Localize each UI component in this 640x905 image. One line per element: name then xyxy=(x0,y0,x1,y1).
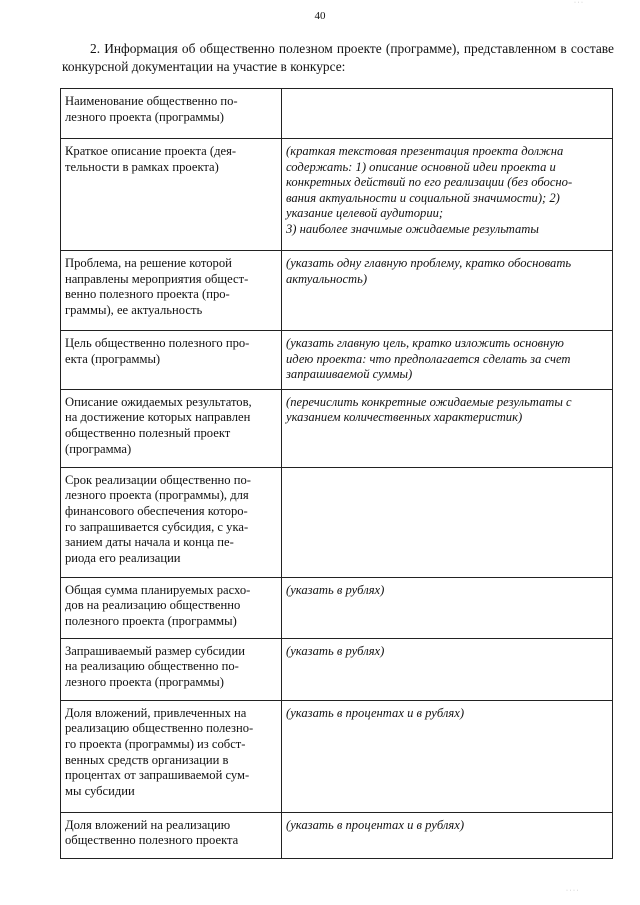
row-label-cell xyxy=(61,577,282,638)
table-row xyxy=(61,812,613,858)
scan-speck-bottom: · · · · xyxy=(566,888,579,894)
row-value-cell xyxy=(282,577,613,638)
row-value-cell xyxy=(282,139,613,251)
row-value-cell xyxy=(282,251,613,331)
row-label: Общая сумма планируемых расхо- дов на реализацию общественно полезного проекта (программы) xyxy=(65,582,251,628)
table-row xyxy=(61,89,613,139)
row-value-cell xyxy=(282,331,613,390)
row-label-cell xyxy=(61,139,282,251)
row-label-cell xyxy=(61,467,282,577)
row-label-cell xyxy=(61,389,282,467)
row-label-cell xyxy=(61,251,282,331)
row-label-cell xyxy=(61,331,282,390)
row-label: Описание ожидаемых результатов, на достижение которых направлен общественно полезный проект (программа) xyxy=(65,394,252,456)
row-label: Доля вложений, привлеченных на реализацию общественно полезно- го проекта (программы) из собст- венных средств организации в процентах от запрашиваемой сум- мы субсидии xyxy=(65,705,254,798)
row-label: Срок реализации общественно по- лезного проекта (программы), для финансового обеспечения которо- го запрашивается субсидия, с ука- занием даты начала и конца пе- риода его реализации xyxy=(65,472,251,565)
page-number: 40 xyxy=(314,10,326,22)
row-label: Запрашиваемый размер субсидии на реализацию общественно по- лезного проекта (программы) xyxy=(65,643,245,689)
row-label-cell xyxy=(61,638,282,700)
intro-paragraph: 2. Информация об общественно полезном проекте (программе), представленном в составе конкурсной документации на участие в конкурсе: xyxy=(62,41,614,74)
scan-speck-top: · · · xyxy=(574,0,583,6)
table-row xyxy=(61,638,613,700)
row-value: (указать в рублях) xyxy=(286,582,385,597)
table-row xyxy=(61,139,613,251)
table-row xyxy=(61,700,613,812)
row-value-cell xyxy=(282,812,613,858)
row-label-cell xyxy=(61,812,282,858)
project-info-table xyxy=(60,88,613,859)
row-label-cell xyxy=(61,700,282,812)
row-value: (указать в процентах и в рублях) xyxy=(286,705,465,720)
row-value: (краткая текстовая презентация проекта должна содержать: 1) описание основной идеи проекта и конкретных действий по его реализации (без обосно- вания актуальности и социальной значимости); 2) указание целевой аудитории; 3) наиболее значимые ожидаемые результаты xyxy=(286,144,573,236)
row-value: (указать в процентах и в рублях) xyxy=(286,817,465,832)
row-value: (указать главную цель, кратко изложить основную идею проекта: что предполагается сделать за счет запрашиваемой суммы) xyxy=(286,336,571,382)
row-label: Цель общественно полезного про- екта (программы) xyxy=(65,336,250,366)
row-value: (указать одну главную проблему, кратко обосновать актуальность) xyxy=(286,256,572,286)
row-label: Наименование общественно по- лезного проекта (программы) xyxy=(65,94,238,124)
row-value: (указать в рублях) xyxy=(286,643,385,658)
project-info-table-body xyxy=(61,89,613,859)
table-row xyxy=(61,577,613,638)
row-value-cell xyxy=(282,638,613,700)
row-value-cell xyxy=(282,89,613,139)
row-value-cell xyxy=(282,389,613,467)
row-label: Доля вложений на реализацию общественно полезного проекта xyxy=(65,817,239,848)
table-row xyxy=(61,331,613,390)
table-row xyxy=(61,389,613,467)
table-row xyxy=(61,251,613,331)
row-value: (перечислить конкретные ожидаемые результаты с указанием количественных характеристик) xyxy=(286,394,572,425)
row-value-cell xyxy=(282,700,613,812)
row-label: Краткое описание проекта (дея- тельности в рамках проекта) xyxy=(65,144,237,174)
table-row xyxy=(61,467,613,577)
row-value-cell xyxy=(282,467,613,577)
row-label-cell xyxy=(61,89,282,139)
row-label: Проблема, на решение которой направлены мероприятия общест- венно полезного проекта (про- граммы), ее актуальность xyxy=(65,256,249,317)
